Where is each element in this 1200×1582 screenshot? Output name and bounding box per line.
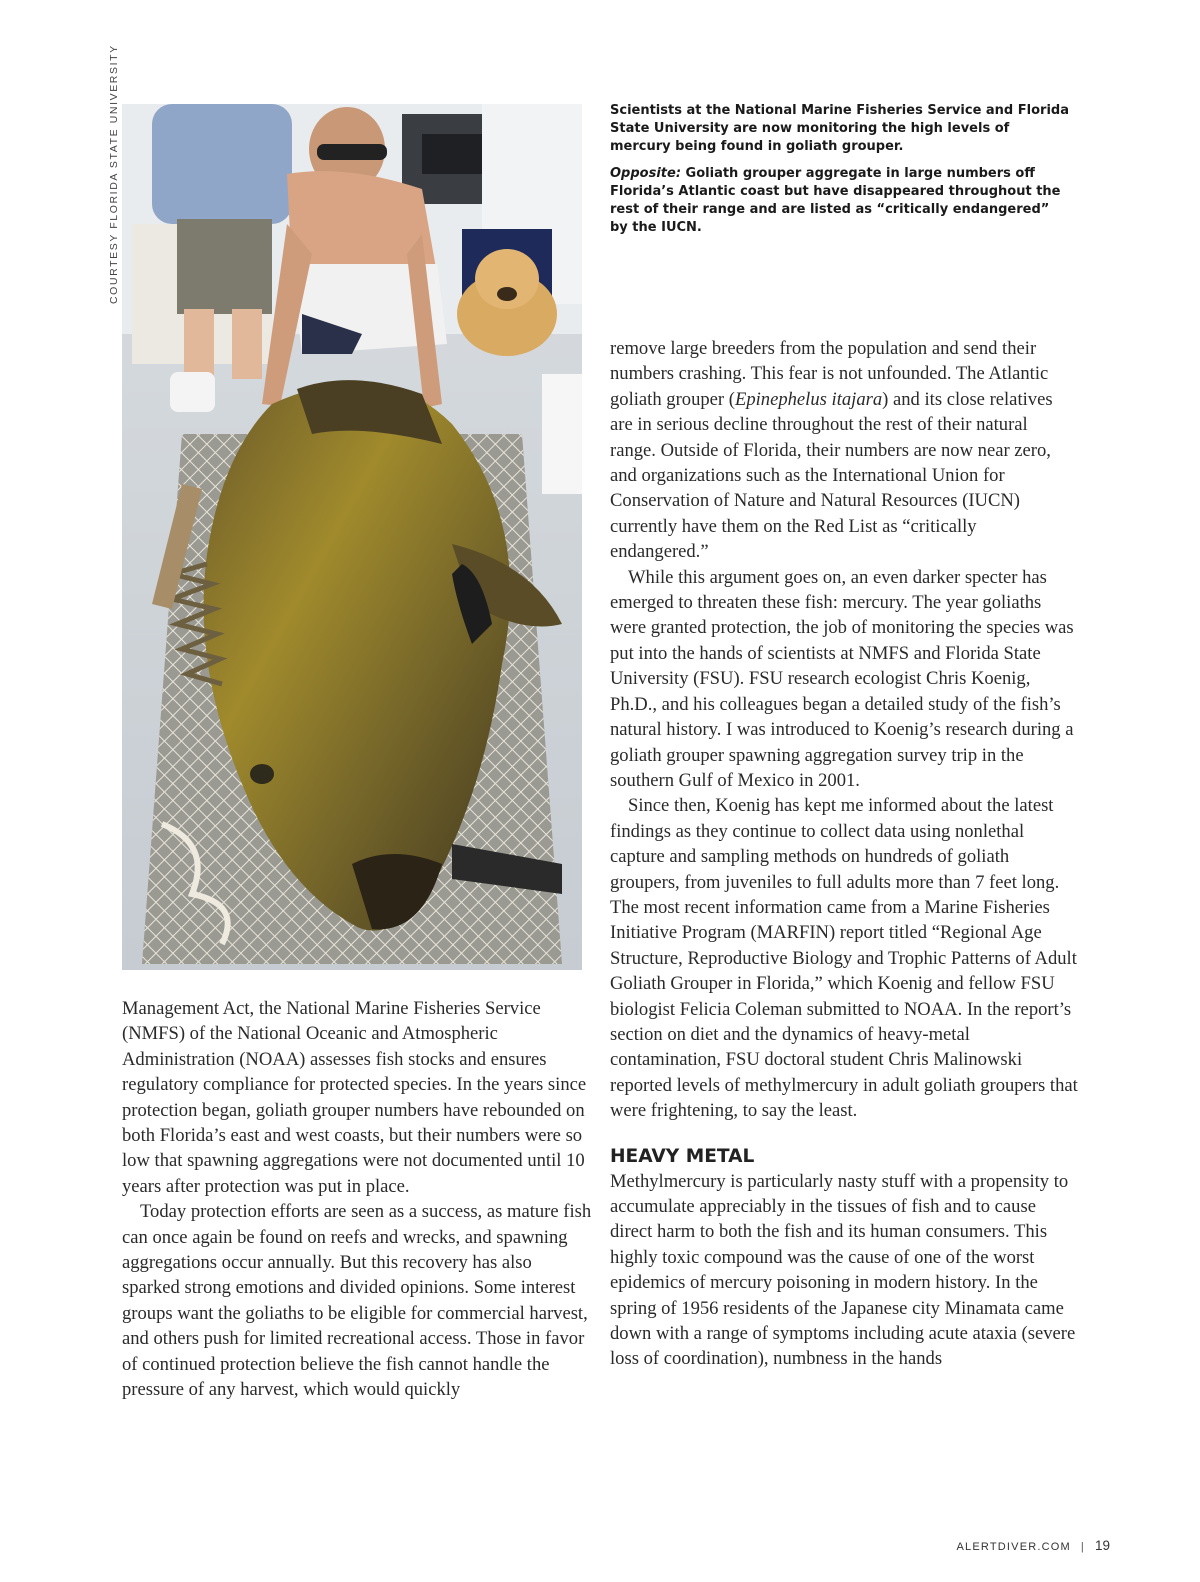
photo-credit: COURTESY FLORIDA STATE UNIVERSITY (108, 44, 120, 304)
right-paragraph-3: Since then, Koenig has kept me informed about the latest findings as they continue to collect data using nonlethal capture and sampling methods on hundreds of goliath groupers, from juveniles to full adults more than 7 feet long. The most recent information came from a Marine Fisheries Initiative Program (MARFIN) report titled “Regional Age Structure, Reproductive Biology and Trophic Patterns of Adult Goliath Grouper in Florida,” which Koenig and fellow FSU biologist Felicia Coleman submitted to NOAA. In the report’s section on diet and the dynamics of heavy-metal contamination, FSU doctoral student Chris Malinowski reported levels of methylmercury in adult goliath groupers that were frightening, to say the least. (610, 795, 1078, 1122)
right-paragraph-1 (610, 336, 1078, 565)
left-paragraph-2: Today protection efforts are seen as a success, as mature fish can once again be found on reefs and wrecks, and spawning aggregations occur annually. But this recovery has also sparked strong emotions and divided opinions. Some interest groups want the goliaths to be eligible for commercial harvest, and others push for limited recreational access. Those in favor of continued protection believe the fish cannot handle the pressure of any harvest, which would quickly (122, 1201, 592, 1401)
left-paragraph-1: Management Act, the National Marine Fisheries Service (NMFS) of the National Oceanic and Atmospheric Administration (NOAA) assesses fish stocks and ensures regulatory compliance for protected species. In the years since protection began, goliath grouper numbers have rebounded on both Florida’s east and west coasts, but their numbers were so low that spawning aggregations were not documented until 10 years after protection was put in place. (122, 998, 587, 1197)
footer-separator: | (1080, 1541, 1085, 1553)
caption-opposite-label: Opposite: (610, 165, 682, 181)
species-name: Epinephelus itajara (734, 388, 883, 410)
caption-opposite (610, 165, 1070, 238)
right-paragraph-4: Methylmercury is particularly nasty stuff with a propensity to accumulate appreciably in the tissues of fish and to cause direct harm to both the fish and its human consumers. This highly toxic compound was the cause of one of the worst epidemics of mercury poisoning in modern history. In the spring of 1956 residents of the Japanese city Minamata came down with a range of symptoms including acute ataxia (severe loss of coordination), numbness in the hands (610, 1170, 1076, 1370)
caption-opposite-text: Goliath grouper aggregate in large numbers off Florida’s Atlantic coast but have disappeared throughout the rest of their range and are listed as “critically endangered” by the IUCN. (610, 165, 1061, 236)
page-number: 19 (1094, 1538, 1110, 1553)
right-paragraph-2: While this argument goes on, an even darker specter has emerged to threaten these fish: mercury. The year goliaths were granted protection, the job of monitoring the species was put into the hands of scientists at NMFS and Florida State University (FSU). FSU research ecologist Chris Koenig, Ph.D., and his colleagues began a detailed study of the fish’s natural history. I was introduced to Koenig’s research during a goliath grouper spawning aggregation survey trip in the southern Gulf of Mexico in 2001. (610, 566, 1074, 791)
right-column (610, 336, 1078, 1372)
page-footer (957, 1538, 1111, 1553)
caption-main: Scientists at the National Marine Fisheries Service and Florida State University are now monitoring the high levels of mercury being found in goliath grouper. (610, 103, 1069, 155)
section-heading: HEAVY METAL (610, 1145, 755, 1167)
goliath-grouper-photo (122, 104, 582, 970)
right-paragraph-1-text-b: ) and its close relatives are in serious decline throughout the rest of their natural range. Outside of Florida, their numbers are now near zero, and organizations such as the International Union for Conservation of Nature and Natural Resources (IUCN) currently have them on the Red List as “critically endangered.” (610, 388, 1053, 563)
footer-site: ALERTDIVER.COM (956, 1541, 1071, 1553)
left-column (122, 996, 592, 1403)
photo-caption (610, 102, 1070, 245)
right-paragraph-1-text-a: remove large breeders from the population and send their numbers crashing. This fear is not unfounded. The Atlantic goliath grouper ( (610, 338, 1049, 410)
